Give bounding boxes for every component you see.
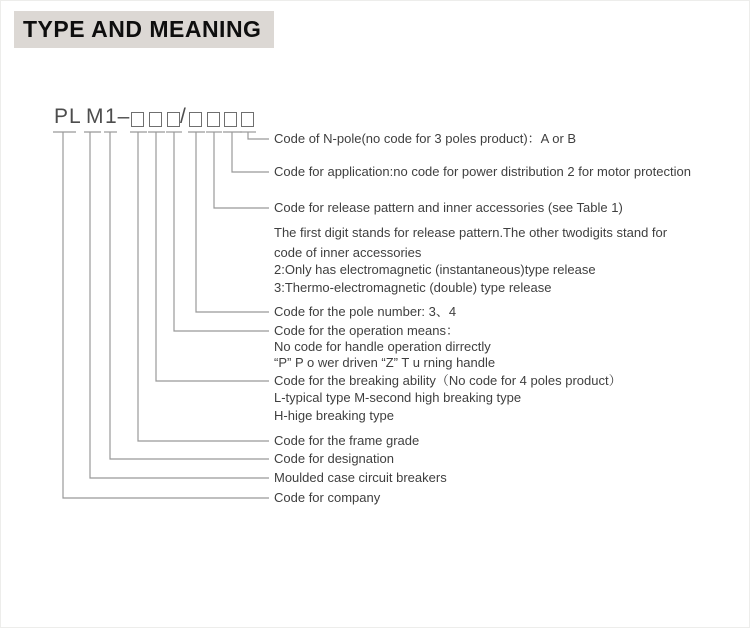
leader-company <box>63 132 269 498</box>
code-digit-box-breaking-ability <box>149 112 162 127</box>
leader-release-pattern <box>214 132 269 208</box>
annotation-operation-means: Code for the operation means： <box>274 323 459 338</box>
leader-designation <box>110 132 269 459</box>
section-header <box>14 11 274 48</box>
annotation-operation-options: “P” P o wer driven “Z” T u rning handle <box>274 355 496 370</box>
code-digit-box-operation-means <box>167 112 180 127</box>
code-digit-box-release-pattern <box>207 112 220 127</box>
annotation-release-option-2: 2:Only has electromagnetic (instantaneous)type release <box>274 262 596 277</box>
code-digit-box-frame-grade <box>131 112 144 127</box>
leader-n-pole <box>248 132 269 139</box>
leader-application <box>232 132 269 172</box>
annotation-breaking-options-lm: L-typical type M-second high breaking type <box>274 390 522 405</box>
annotation-breaking-ability: Code for the breaking ability（No code for 4 poles product） <box>274 373 622 388</box>
annotation-release-pattern: Code for release pattern and inner accessories (see Table 1) <box>274 200 623 215</box>
code-digit-box-n-pole <box>241 112 254 127</box>
code-slash: / <box>180 105 186 128</box>
code-digit-box-application <box>224 112 237 127</box>
annotation-application: Code for application:no code for power distribution 2 for motor protection <box>274 164 691 179</box>
annotation-frame-grade: Code for the frame grade <box>274 433 420 448</box>
annotation-designation: Code for designation <box>274 451 394 466</box>
leader-operation-means <box>174 132 269 331</box>
annotation-operation-note: No code for handle operation dirrectly <box>274 339 491 354</box>
leader-moulded-case <box>90 132 269 478</box>
annotation-pole-number: Code for the pole number: 3、4 <box>274 304 457 319</box>
annotation-moulded-case: Moulded case circuit breakers <box>274 470 447 485</box>
code-designation-digit: 1– <box>105 105 131 128</box>
section-title: TYPE AND MEANING <box>23 16 262 42</box>
annotation-release-option-3: 3:Thermo-electromagnetic (double) type release <box>274 280 552 295</box>
code-company-letters: PL <box>54 105 82 128</box>
annotation-release-note-line2: code of inner accessories <box>274 245 422 260</box>
annotation-breaking-option-h: H-hige breaking type <box>274 408 394 423</box>
code-digit-box-pole-number <box>189 112 202 127</box>
leader-breaking-ability <box>156 132 269 381</box>
leader-pole-number <box>196 132 269 312</box>
leader-frame-grade <box>138 132 269 441</box>
code-breaker-letter: M <box>86 105 105 128</box>
annotation-n-pole: Code of N-pole(no code for 3 poles product)：A or B <box>274 131 577 146</box>
annotation-company: Code for company <box>274 490 381 505</box>
annotation-release-note-line1: The first digit stands for release pattern.The other twodigits stand for <box>274 225 668 240</box>
